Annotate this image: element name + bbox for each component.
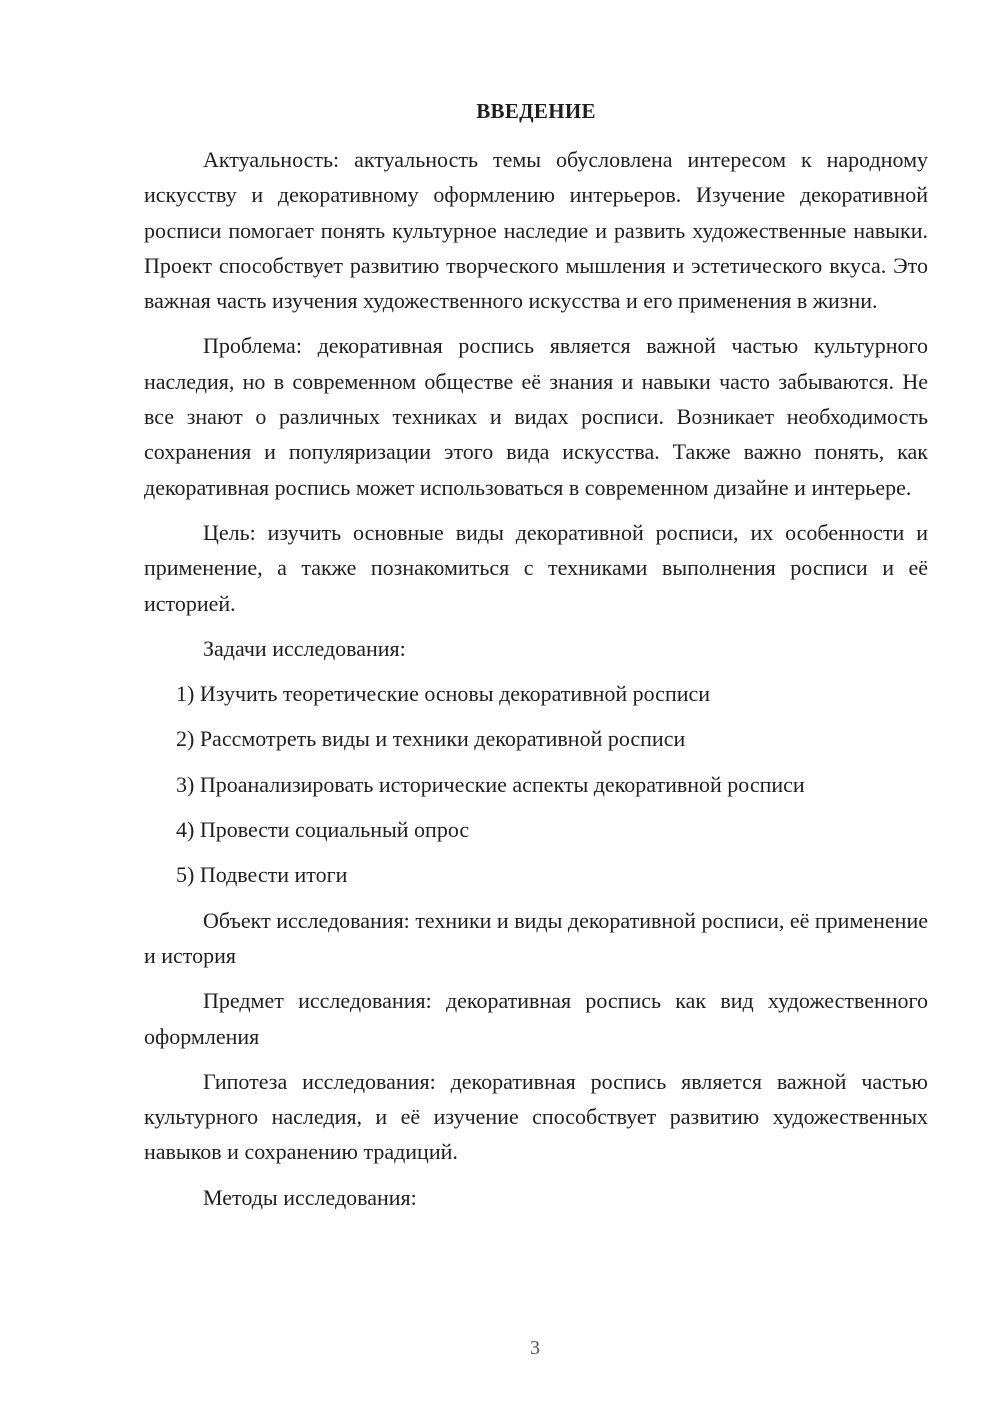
task-item-5: 5) Подвести итоги xyxy=(176,862,348,888)
page-number: 3 xyxy=(530,1337,540,1359)
task-item-3: 3) Проанализировать исторические аспекты декоративной росписи xyxy=(176,771,805,797)
tasks-heading: Задачи исследования: xyxy=(203,635,406,661)
subject-paragraph: Предмет исследования: декоративная роспись как вид художественного оформления xyxy=(144,988,928,1049)
goal-paragraph: Цель: изучить основные виды декоративной росписи, их особенности и применение, а также познакомиться с техниками выполнения росписи и её историей. xyxy=(144,519,928,616)
problem-paragraph: Проблема: декоративная роспись является важной частью культурного наследия, но в современном обществе её знания и навыки часто забываются. Не все знают о различных техниках и видах росписи. Возникает необходимость сохранения и популяризации этого вида искусства. Также важно понять, как декоративная роспись может использоваться в современном дизайне и интерьере. xyxy=(144,333,928,500)
object-paragraph: Объект исследования: техники и виды декоративной росписи, её применение и история xyxy=(144,907,928,968)
hypothesis-paragraph: Гипотеза исследования: декоративная роспись является важной частью культурного наследия, и её изучение способствует развитию художественных навыков и сохранению традиций. xyxy=(144,1068,928,1165)
methods-heading: Методы исследования: xyxy=(203,1184,417,1210)
section-title: ВВЕДЕНИЕ xyxy=(476,99,596,123)
tasks-list xyxy=(144,676,928,892)
task-item-1: 1) Изучить теоретические основы декоративной росписи xyxy=(176,681,711,707)
task-item-4: 4) Провести социальный опрос xyxy=(176,817,470,843)
document-body xyxy=(144,142,928,1225)
task-item-2: 2) Рассмотреть виды и техники декоративной росписи xyxy=(176,726,686,752)
relevance-paragraph: Актуальность: актуальность темы обусловлена интересом к народному искусству и декоративному оформлению интерьеров. Изучение декоративной росписи помогает понять культурное наследие и развить художественные навыки. Проект способствует развитию творческого мышления и эстетического вкуса. Это важная часть изучения художественного искусства и его применения в жизни. xyxy=(144,147,928,314)
